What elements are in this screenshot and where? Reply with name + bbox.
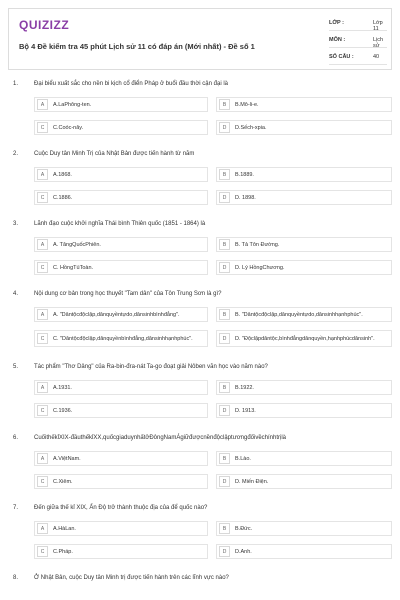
option-text: D. 1913. (235, 407, 256, 414)
option-c[interactable] (34, 120, 208, 135)
option-text: D.Anh. (235, 548, 252, 555)
option-letter: A (37, 239, 48, 250)
option-a[interactable] (34, 521, 208, 536)
quizizz-logo[interactable]: QUIZIZZ (19, 18, 70, 32)
option-letter: D (219, 333, 230, 344)
meta-class-label: LỚP : (329, 20, 344, 26)
option-letter: B (219, 169, 230, 180)
option-letter: C (37, 476, 48, 487)
option-letter: C (37, 262, 48, 273)
option-a[interactable] (34, 237, 208, 252)
option-b[interactable] (216, 451, 392, 466)
option-text: A. TăngQuốcPhiên. (53, 241, 101, 248)
option-b[interactable] (216, 380, 392, 395)
meta-class-value: Lớp 11 (373, 20, 383, 32)
option-text: D. Miến Điện. (235, 478, 269, 485)
option-text: C.Coóc-nây. (53, 124, 84, 131)
option-c[interactable] (34, 403, 208, 418)
option-text: C. "Dântộcđộclập,dânquyềnbìnhđẳng,dânsinhhạnhphúc". (53, 335, 193, 342)
option-letter: D (219, 262, 230, 273)
meta-count-label: SỐ CÂU : (329, 54, 354, 60)
option-c[interactable] (34, 260, 208, 275)
option-text: A.HàLan. (53, 525, 76, 532)
meta-subject (329, 31, 387, 48)
option-letter: B (219, 453, 230, 464)
option-text: D. Lý HồngChương. (235, 264, 285, 271)
option-c[interactable] (34, 474, 208, 489)
option-a[interactable] (34, 97, 208, 112)
option-b[interactable] (216, 97, 392, 112)
option-text: B.1922. (235, 384, 254, 391)
meta-subject-label: MÔN : (329, 37, 346, 43)
option-text: B. "Dântộcđộclập,dânquyềntựdo,dânsinhhạnhphúc". (235, 311, 363, 318)
option-text: C.1886. (53, 194, 73, 201)
option-letter: B (219, 239, 230, 250)
option-a[interactable] (34, 380, 208, 395)
option-d[interactable] (216, 330, 392, 347)
option-d[interactable] (216, 260, 392, 275)
option-text: A.ViệtNam. (53, 455, 81, 462)
option-a[interactable] (34, 307, 208, 322)
option-letter: D (219, 192, 230, 203)
option-a[interactable] (34, 167, 208, 182)
quiz-header (8, 8, 392, 70)
option-text: C.Pháp. (53, 548, 73, 555)
option-d[interactable] (216, 544, 392, 559)
option-letter: A (37, 309, 48, 320)
option-d[interactable] (216, 190, 392, 205)
option-b[interactable] (216, 237, 392, 252)
question-number: 3. (13, 221, 19, 227)
option-text: B.1889. (235, 171, 254, 178)
option-text: A.1931. (53, 384, 72, 391)
option-c[interactable] (34, 544, 208, 559)
option-letter: D (219, 122, 230, 133)
option-b[interactable] (216, 307, 392, 322)
option-c[interactable] (34, 190, 208, 205)
question-text: Ở Nhật Bản, cuộc Duy tân Minh trị được tiến hành trên các lĩnh vực nào? (34, 575, 229, 581)
option-text: D.Sếch-xpia. (235, 124, 267, 131)
option-b[interactable] (216, 167, 392, 182)
option-a[interactable] (34, 451, 208, 466)
option-text: B. Tả Tôn Đường. (235, 241, 280, 248)
option-letter: A (37, 382, 48, 393)
question-number: 8. (13, 575, 19, 581)
question-number: 1. (13, 81, 19, 87)
question-text: Nội dung cơ bản trong học thuyết "Tam dân" của Tôn Trung Sơn là gì? (34, 291, 222, 297)
meta-count-value: 40 (373, 54, 380, 60)
question-number: 6. (13, 435, 19, 441)
option-d[interactable] (216, 474, 392, 489)
question-text: Đến giữa thế kỉ XIX, Ấn Độ trở thành thuộc địa của để quốc nào? (34, 505, 208, 511)
option-letter: D (219, 405, 230, 416)
option-text: D. "Độclậpdântộc,bìnhđẳngdânquyền,hạnhphúcdânsinh". (235, 335, 375, 342)
option-text: A. "Dântộcđộclập,dânquyềntựdo,dânsinhbìnhđẳng". (53, 311, 180, 318)
option-letter: C (37, 122, 48, 133)
option-letter: C (37, 192, 48, 203)
option-letter: B (219, 99, 230, 110)
option-d[interactable] (216, 403, 392, 418)
option-text: C.1936. (53, 407, 73, 414)
option-text: B.Mô-li-e. (235, 101, 259, 108)
option-letter: A (37, 169, 48, 180)
question-text: Đại biểu xuất sắc cho nền bi kịch cổ điển Pháp ở buổi đầu thời cận đại là (34, 81, 228, 87)
option-letter: C (37, 405, 48, 416)
question-number: 7. (13, 505, 19, 511)
option-text: D. 1898. (235, 194, 256, 201)
option-letter: D (219, 546, 230, 557)
meta-class (329, 14, 387, 31)
option-letter: C (37, 333, 48, 344)
option-letter: A (37, 523, 48, 534)
quiz-title: Bộ 4 Đề kiểm tra 45 phút Lịch sử 11 có đáp án (Mới nhất) - Đề số 1 (19, 42, 255, 51)
question-text: CuốithếkỉXIX-đầuthếkỉXX,quốcgiaduynhấtởĐôngNamÁgiữđượcnềnđộclậptươngđốivềchínhtrịlà (34, 435, 287, 441)
option-letter: B (219, 523, 230, 534)
option-text: B.Đức. (235, 525, 253, 532)
option-letter: D (219, 476, 230, 487)
option-text: B.Lào. (235, 455, 251, 462)
option-b[interactable] (216, 521, 392, 536)
option-text: A.1868. (53, 171, 72, 178)
option-c[interactable] (34, 330, 208, 347)
question-text: Cuộc Duy tân Minh Trị của Nhật Bản được tiến hành từ năm (34, 151, 195, 157)
option-text: C. HồngTúToàn. (53, 264, 94, 271)
option-letter: B (219, 382, 230, 393)
question-number: 2. (13, 151, 19, 157)
option-letter: A (37, 453, 48, 464)
question-text: Tác phẩm "Thơ Dâng" của Ra-bin-đra-nát Ta-go đoạt giải Nôben văn học vào năm nào? (34, 364, 268, 370)
question-number: 4. (13, 291, 19, 297)
option-letter: A (37, 99, 48, 110)
question-number: 5. (13, 364, 19, 370)
option-text: C.Xiêm. (53, 478, 73, 485)
meta-count (329, 48, 387, 65)
option-letter: C (37, 546, 48, 557)
option-text: A.LaPhông-ten. (53, 101, 92, 108)
option-letter: B (219, 309, 230, 320)
meta-subject-value: Lịch sử (373, 37, 384, 49)
question-text: Lãnh đạo cuộc khởi nghĩa Thái bình Thiên quốc (1851 - 1864) là (34, 221, 206, 227)
quiz-meta (329, 14, 387, 65)
option-d[interactable] (216, 120, 392, 135)
